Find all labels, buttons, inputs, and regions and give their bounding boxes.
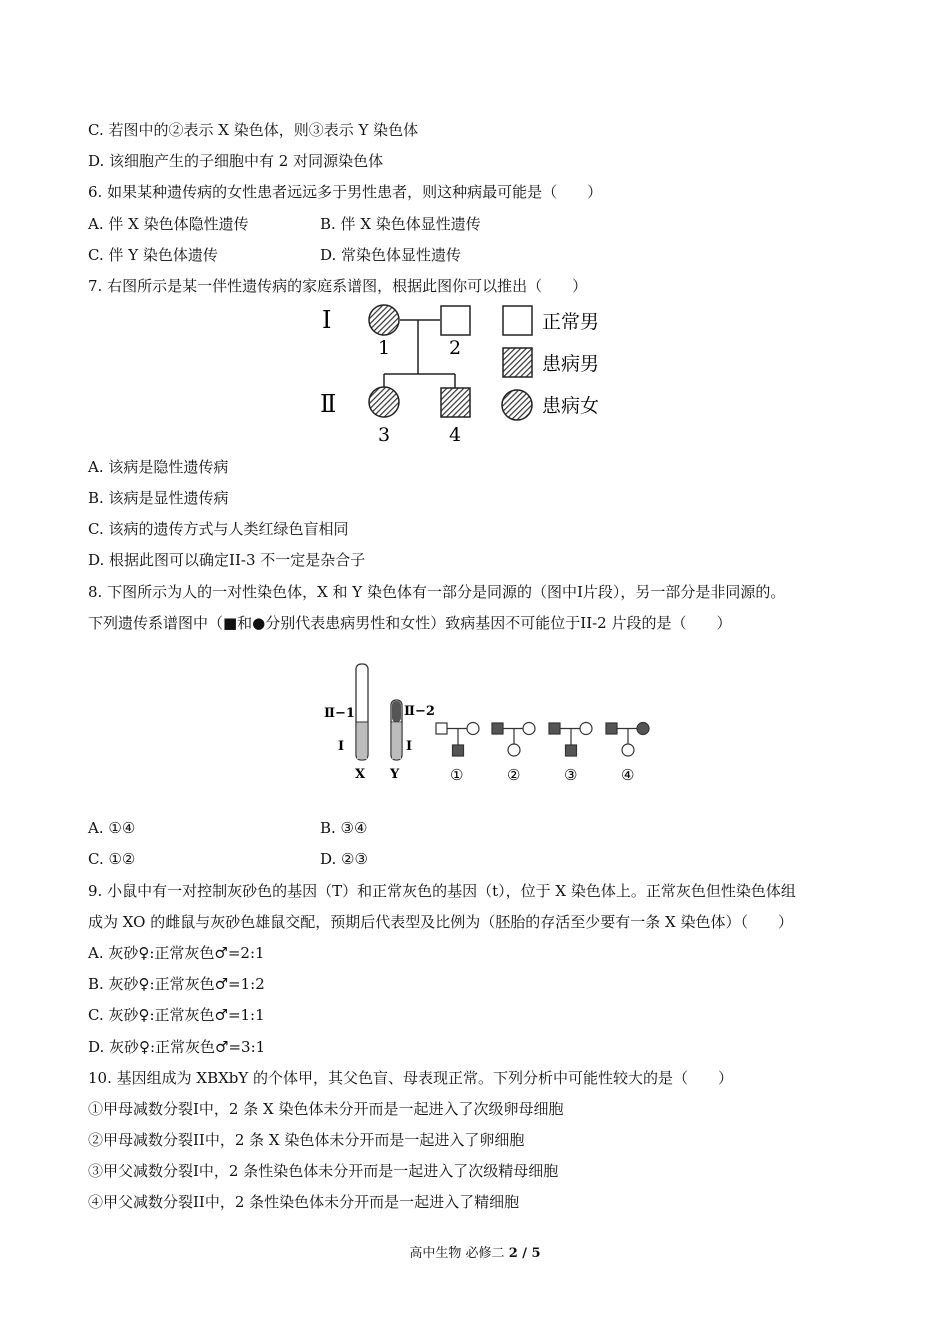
q7-stem: 7. 右图所示是某一伴性遗传病的家庭系谱图，根据此图你可以推出（ ） xyxy=(88,277,588,295)
q9-option-d: D. 灰砂♀:正常灰色♂=3:1 xyxy=(88,1038,266,1056)
q8-option-d: D. ②③ xyxy=(320,850,368,868)
pedigree-1-label: ① xyxy=(450,766,464,784)
q7-option-a: A. 该病是隐性遗传病 xyxy=(88,458,229,476)
legend-normal-male-symbol xyxy=(503,306,532,335)
pedigree-3 xyxy=(549,723,592,757)
q6-stem: 6. 如果某种遗传病的女性患者远远多于男性患者，则这种病最可能是（ ） xyxy=(88,183,603,201)
label-y: Y xyxy=(390,767,400,782)
q9-stem-line1: 9. 小鼠中有一对控制灰砂色的基因（T）和正常灰色的基因（t），位于 X 染色体上。正常灰色但性染色体组 xyxy=(88,882,796,900)
q8-option-c: C. ①② xyxy=(88,850,136,868)
q6-option-b: B. 伴 X 染色体显性遗传 xyxy=(320,215,481,233)
q9-option-a: A. 灰砂♀:正常灰色♂=2:1 xyxy=(88,944,265,962)
pedigree-1 xyxy=(436,723,479,757)
label-x: X xyxy=(355,767,366,782)
pedigree-4-label: ④ xyxy=(621,766,635,784)
x-homologous-segment xyxy=(357,722,367,759)
y-nonhomologous-segment xyxy=(392,701,401,722)
footer-page-number: 2 / 5 xyxy=(508,1246,541,1261)
q10-item-3: ③甲父减数分裂I中，2 条性染色体未分开而是一起进入了次级精母细胞 xyxy=(88,1162,559,1180)
q10-item-4: ④甲父减数分裂II中，2 条性染色体未分开而是一起进入了精细胞 xyxy=(88,1193,520,1211)
q6-option-d: D. 常染色体显性遗传 xyxy=(320,246,462,264)
pedigree-3-label: ③ xyxy=(564,766,578,784)
page-footer xyxy=(0,1245,950,1263)
q7-option-b: B. 该病是显性遗传病 xyxy=(88,489,229,507)
q8-stem-line1: 8. 下图所示为人的一对性染色体，X 和 Y 染色体有一部分是同源的（图中I片段），另一部分是非同源的。 xyxy=(88,583,786,601)
footer-subject: 高中生物 必修二 xyxy=(409,1246,509,1261)
y-homologous-segment xyxy=(392,723,401,759)
label-ii2: Ⅱ−2 xyxy=(404,704,435,719)
q7-option-c: C. 该病的遗传方式与人类红绿色盲相同 xyxy=(88,520,349,538)
q10-item-2: ②甲母减数分裂II中，2 条 X 染色体未分开而是一起进入了卵细胞 xyxy=(88,1131,525,1149)
generation-2-label: Ⅱ xyxy=(320,390,337,418)
q9-stem-line2: 成为 XO 的雌鼠与灰砂色雄鼠交配，预期后代表型及比例为（胚胎的存活至少要有一条 X 染色体）（ ） xyxy=(88,913,793,931)
legend-affected-female-symbol xyxy=(502,390,532,420)
q7-option-d: D. 根据此图可以确定II-3 不一定是杂合子 xyxy=(88,551,366,569)
pedigree-2-label: ② xyxy=(507,766,521,784)
label-i-on-x: Ⅰ xyxy=(338,739,345,754)
individual-3-number: 3 xyxy=(378,424,391,446)
q9-option-c: C. 灰砂♀:正常灰色♂=1:1 xyxy=(88,1006,265,1024)
q6-option-c: C. 伴 Y 染色体遗传 xyxy=(88,246,218,264)
q9-option-b: B. 灰砂♀:正常灰色♂=1:2 xyxy=(88,975,265,993)
q10-item-1: ①甲母减数分裂I中，2 条 X 染色体未分开而是一起进入了次级卵母细胞 xyxy=(88,1100,564,1118)
legend-affected-female-label: 患病女 xyxy=(542,395,600,417)
generation-1-label: Ⅰ xyxy=(322,306,332,334)
q5-option-c: C. 若图中的②表示 X 染色体，则③表示 Y 染色体 xyxy=(88,121,419,139)
pedigree-4 xyxy=(606,723,649,757)
label-ii1: Ⅱ−1 xyxy=(324,706,355,721)
q8-option-b: B. ③④ xyxy=(320,819,368,837)
individual-ii4-affected-male xyxy=(441,388,470,417)
individual-ii3-affected-female xyxy=(369,387,399,417)
individual-4-number: 4 xyxy=(449,424,462,446)
legend-affected-male-symbol xyxy=(503,348,532,377)
pedigree-2 xyxy=(492,723,535,757)
legend-normal-male-label: 正常男 xyxy=(542,311,600,333)
q8-option-a: A. ①④ xyxy=(88,819,136,837)
q5-option-d: D. 该细胞产生的子细胞中有 2 对同源染色体 xyxy=(88,152,384,170)
q8-stem-line2: 下列遗传系谱图中（■和●分别代表患病男性和女性）致病基因不可能位于II-2 片段的是（ ） xyxy=(88,614,732,632)
label-i-on-y: Ⅰ xyxy=(406,739,413,754)
legend-affected-male-label: 患病男 xyxy=(542,353,600,375)
q6-option-a: A. 伴 X 染色体隐性遗传 xyxy=(88,215,249,233)
individual-i2-normal-male xyxy=(441,306,470,335)
q10-stem: 10. 基因组成为 XBXbY 的个体甲，其父色盲、母表现正常。下列分析中可能性较大的是（ ） xyxy=(88,1069,734,1087)
q8-chromosome-pedigree-figure xyxy=(320,660,660,790)
q7-pedigree-figure xyxy=(310,298,630,450)
individual-2-number: 2 xyxy=(449,337,462,359)
individual-i1-affected-female xyxy=(369,305,399,335)
individual-1-number: 1 xyxy=(378,337,391,359)
